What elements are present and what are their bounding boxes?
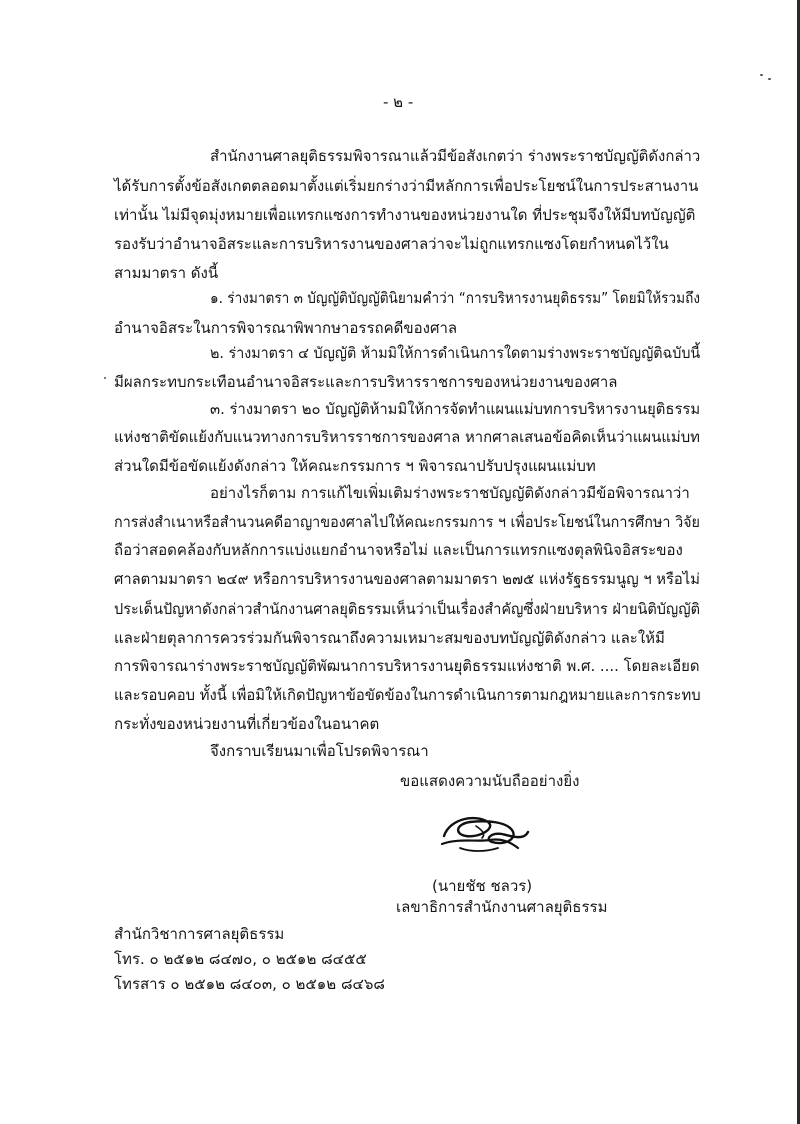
however-line: กระทั่งของหน่วยงานที่เกี่ยวข้องในอนาคต [114, 715, 380, 733]
however-line: อย่างไรก็ตาม การแก้ไขเพิ่มเติมร่างพระราชบัญญัติดังกล่าวมีข้อพิจารณาว่า [210, 484, 690, 502]
however-line: การพิจารณาร่างพระราชบัญญัติพัฒนาการบริหารงานยุติธรรมแห่งชาติ พ.ศ. .... โดยละเอียด [114, 657, 700, 675]
however-line: และฝ่ายตุลาการควรร่วมกันพิจารณาถึงความเหมาะสมของบทบัญญัติดังกล่าว และให้มี [114, 629, 665, 647]
closing-salutation: ขอแสดงความนับถืออย่างยิ่ง [400, 772, 580, 790]
however-line: ถือว่าสอดคล้องกับหลักการแบ่งแยกอำนาจหรือไม่ และเป็นการแทรกแซงตุลพินิจอิสระของ [114, 541, 683, 559]
scan-speck [104, 377, 106, 379]
item3-line: ส่วนใดมีข้อขัดแย้งดังกล่าว ให้คณะกรรมการ ฯ พิจารณาปรับปรุงแผนแม่บท [114, 457, 596, 475]
closing-request: จึงกราบเรียนมาเพื่อโปรดพิจารณา [210, 742, 429, 760]
item1-line: อำนาจอิสระในการพิจารณาพิพากษาอรรถคดีของศาล [114, 319, 458, 337]
intro-line: ได้รับการตั้งข้อสังเกตตลอดมาตั้งแต่เริ่มยกร่างว่ามีหลักการเพื่อประโยชน์ในการประสานงาน [114, 177, 699, 195]
scan-speck [768, 78, 771, 80]
intro-line: สามมาตรา ดังนี้ [114, 264, 219, 282]
intro-line: สำนักงานศาลยุติธรรมพิจารณาแล้วมีข้อสังเกตว่า ร่างพระราชบัญญัติดังกล่าว [210, 147, 701, 165]
intro-line: เท่านั้น ไม่มีจุดมุ่งหมายเพื่อแทรกแซงการทำงานของหน่วยงานใด ที่ประชุมจึงให้มีบทบัญญัติ [114, 206, 696, 224]
however-line: ศาลตามมาตรา ๒๔๙ หรือการบริหารงานของศาลตามมาตรา ๒๗๕ แห่งรัฐธรรมนูญ ฯ หรือไม่ [114, 570, 700, 588]
signatory-title: เลขาธิการสำนักงานศาลยุติธรรม [396, 898, 608, 916]
scan-speck [760, 74, 763, 76]
footer-phone: โทร. ๐ ๒๕๑๒ ๘๔๗๐, ๐ ๒๕๑๒ ๘๔๕๕ [114, 950, 367, 968]
however-line: การส่งสำเนาหรือสำนวนคดีอาญาของศาลไปให้คณะกรรมการ ฯ เพื่อประโยชน์ในการศึกษา วิจัย [114, 513, 700, 531]
item2-line: มีผลกระทบกระเทือนอำนาจอิสระและการบริหารราชการของหน่วยงานของศาล [114, 373, 618, 391]
item2-line: ๒. ร่างมาตรา ๔ บัญญัติ ห้ามมิให้การดำเนินการใดตามร่างพระราชบัญญัติฉบับนี้ [210, 344, 701, 362]
page-number: - ๒ - [383, 93, 414, 111]
footer-office: สำนักวิชาการศาลยุติธรรม [114, 925, 285, 943]
intro-line: รองรับว่าอำนาจอิสระและการบริหารงานของศาลว่าจะไม่ถูกแทรกแซงโดยกำหนดไว้ใน [114, 235, 669, 253]
item3-line: แห่งชาติขัดแย้งกับแนวทางการบริหารราชการของศาล หากศาลเสนอข้อคิดเห็นว่าแผนแม่บท [114, 428, 700, 446]
however-line: ประเด็นปัญหาดังกล่าวสำนักงานศาลยุติธรรมเห็นว่าเป็นเรื่องสำคัญซึ่งฝ่ายบริหาร ฝ่ายนิติบัญญัติ [114, 600, 701, 618]
signatory-name: (นายชัช ชลวร) [432, 877, 533, 895]
footer-fax: โทรสาร ๐ ๒๕๑๒ ๘๔๐๓, ๐ ๒๕๑๒ ๘๔๖๘ [114, 975, 385, 993]
item1-line: ๑. ร่างมาตรา ๓ บัญญัติบัญญัตินิยามคำว่า “การบริหารงานยุติธรรม” โดยมิให้รวมถึง [210, 289, 700, 307]
handwritten-signature [436, 808, 532, 860]
however-line: และรอบคอบ ทั้งนี้ เพื่อมิให้เกิดปัญหาข้อขัดข้องในการดำเนินการตามกฎหมายและการกระทบ [114, 686, 701, 704]
item3-line: ๓. ร่างมาตรา ๒๐ บัญญัติห้ามมิให้การจัดทำแผนแม่บทการบริหารงานยุติธรรม [210, 400, 701, 418]
